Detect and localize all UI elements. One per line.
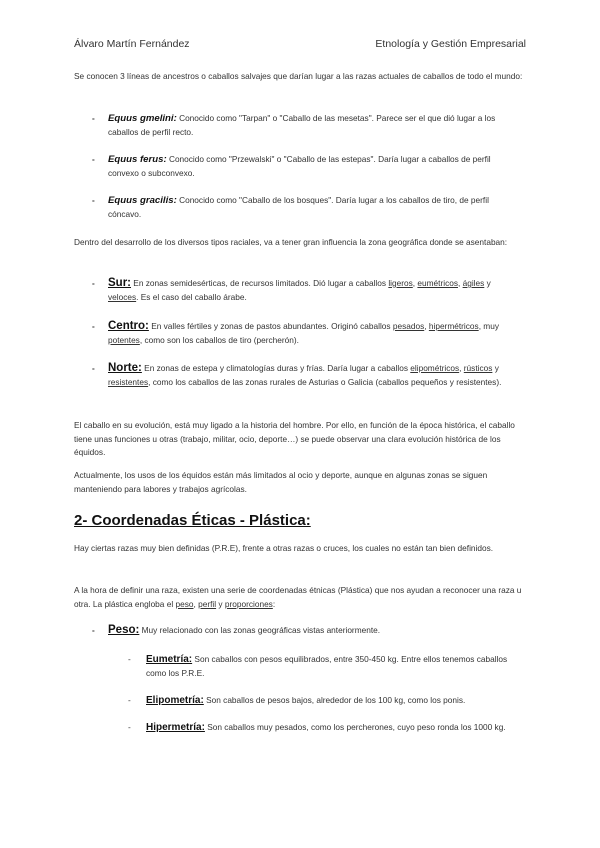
bullet-dash: - [92, 321, 95, 331]
ancestor-name: Equus gracilis: [108, 195, 177, 206]
trait-term: pesados [392, 321, 425, 331]
trait-term: rústicos [463, 363, 493, 373]
bullet-dash: - [128, 654, 131, 664]
bullet-dash: - [92, 195, 95, 205]
bullet-dash: - [128, 695, 131, 705]
zone-text: y [492, 363, 499, 373]
trait-term: resistentes [108, 376, 149, 387]
trait-term: elipométricos [410, 363, 460, 373]
trait-term: potentes [108, 334, 140, 345]
trait-term: hipermétricos [428, 321, 479, 331]
zone-text: , como los caballos de las zonas rurales de Asturias o Galicia (caballos pequeños y resistentes). [148, 376, 502, 387]
plastica-paragraph [74, 584, 524, 611]
trait-term: ligeros [388, 278, 413, 288]
zone-title: Centro: [108, 320, 149, 332]
trait-term: veloces [108, 291, 137, 302]
geo-intro-paragraph: Dentro del desarrollo de los diversos tipos raciales, va a tener gran influencia la zona geográfica donde se asentaban: [74, 237, 508, 247]
peso-item [92, 624, 522, 638]
plastica-term: proporciones [224, 598, 273, 609]
zone-text: , [457, 278, 463, 288]
zone-item-norte [92, 362, 522, 389]
zone-text: , muy [478, 321, 499, 331]
intro-paragraph: Se conocen 3 líneas de ancestros o caballos salvajes que darían lugar a las razas actuales de caballos de todo el mundo: [74, 71, 523, 81]
races-paragraph: Hay ciertas razas muy bien definidas (P.R.E), frente a otras razas o cruces, los cuales no están tan bien definidos. [74, 543, 494, 553]
zone-text: , [459, 363, 464, 373]
peso-type-elipometria [128, 694, 528, 708]
zone-title: Norte: [108, 362, 142, 374]
peso-type-eumetria [128, 653, 528, 680]
peso-type-text: Son caballos con pesos equilibrados, entre 350-450 kg. Entre ellos tenemos caballos como los P.R.E. [146, 654, 508, 678]
bullet-dash: - [92, 278, 95, 288]
paragraph-text: , [193, 598, 199, 609]
zone-text: . Es el caso del caballo árabe. [136, 291, 247, 302]
ancestor-item-ferus [92, 153, 522, 180]
bullet-dash: - [128, 722, 131, 732]
ancestor-text: Conocido como "Tarpan" o "Caballo de las mesetas". Parece ser el que dió lugar a los caballos de perfil recto. [108, 113, 496, 137]
peso-type-title: Eumetría: [146, 654, 193, 665]
peso-type-title: Hipermetría: [146, 722, 205, 733]
zone-text: En zonas de estepa y climatologías duras y frías. Daría lugar a caballos [141, 363, 411, 373]
ancestor-text: Conocido como "Przewalski" o "Caballo de las estepas". Daría lugar a caballos de perfil convexo o subconvexo. [108, 154, 491, 178]
section-2-heading: 2- Coordenadas Éticas - Plástica: [74, 512, 311, 529]
ancestor-item-gracilis [92, 194, 522, 221]
bullet-dash: - [92, 113, 95, 123]
zone-text: En zonas semidesérticas, de recursos limitados. Dió lugar a caballos [131, 278, 389, 288]
zone-text: , [412, 278, 418, 288]
paragraph-text: : [272, 598, 276, 609]
peso-title: Peso: [108, 624, 140, 636]
peso-type-title: Elipometría: [146, 695, 204, 706]
paragraph-text: A la hora de definir una raza, existen una serie de coordenadas étnicas (Plástica) que nos ayudan a reconocer una raza u otra. La plástica engloba el [74, 585, 522, 609]
peso-text: Muy relacionado con las zonas geográficas vistas anteriormente. [139, 625, 381, 635]
zone-item-centro [92, 320, 522, 347]
zone-text: , [424, 321, 429, 331]
trait-term: eumétricos [417, 278, 458, 288]
header-subject: Etnología y Gestión Empresarial [375, 38, 526, 50]
history-paragraph: El caballo en su evolución, está muy ligado a la historia del hombre. Por ello, en función de la época histórica, el caballo tiene unas funciones u otras (trabajo, militar, ocio, deporte…) se puede observar una clara evolución histórica de los équidos. [74, 420, 515, 457]
plastica-term: peso [175, 598, 194, 609]
bullet-dash: - [92, 363, 95, 373]
trait-term: ágiles [462, 278, 485, 288]
header-author: Álvaro Martín Fernández [74, 38, 190, 50]
peso-type-text: Son caballos de pesos bajos, alrededor de los 100 kg, como los ponis. [203, 695, 466, 705]
ancestor-item-gmelini [92, 112, 522, 139]
ancestor-name: Equus gmelini: [108, 113, 177, 124]
plastica-term: perfil [198, 598, 217, 609]
zone-title: Sur: [108, 277, 131, 289]
peso-type-text: Son caballos muy pesados, como los percherones, cuyo peso ronda los 1000 kg. [204, 722, 506, 732]
zone-item-sur [92, 277, 522, 304]
peso-type-hipermetria [128, 721, 528, 735]
zone-text: y [484, 278, 491, 288]
bullet-dash: - [92, 625, 95, 635]
paragraph-text: y [216, 598, 225, 609]
uses-paragraph: Actualmente, los usos de los équidos están más limitados al ocio y deporte, aunque en algunas zonas se siguen manteniendo para labores y trabajos agrícolas. [74, 470, 488, 494]
bullet-dash: - [92, 154, 95, 164]
ancestor-name: Equus ferus: [108, 154, 167, 165]
zone-text: En valles fértiles y zonas de pastos abundantes. Originó caballos [148, 321, 393, 331]
zone-text: , como son los caballos de tiro (percherón). [139, 334, 299, 345]
ancestor-text: Conocido como "Caballo de los bosques". Daría lugar a los caballos de tiro, de perfil cóncavo. [108, 195, 489, 219]
